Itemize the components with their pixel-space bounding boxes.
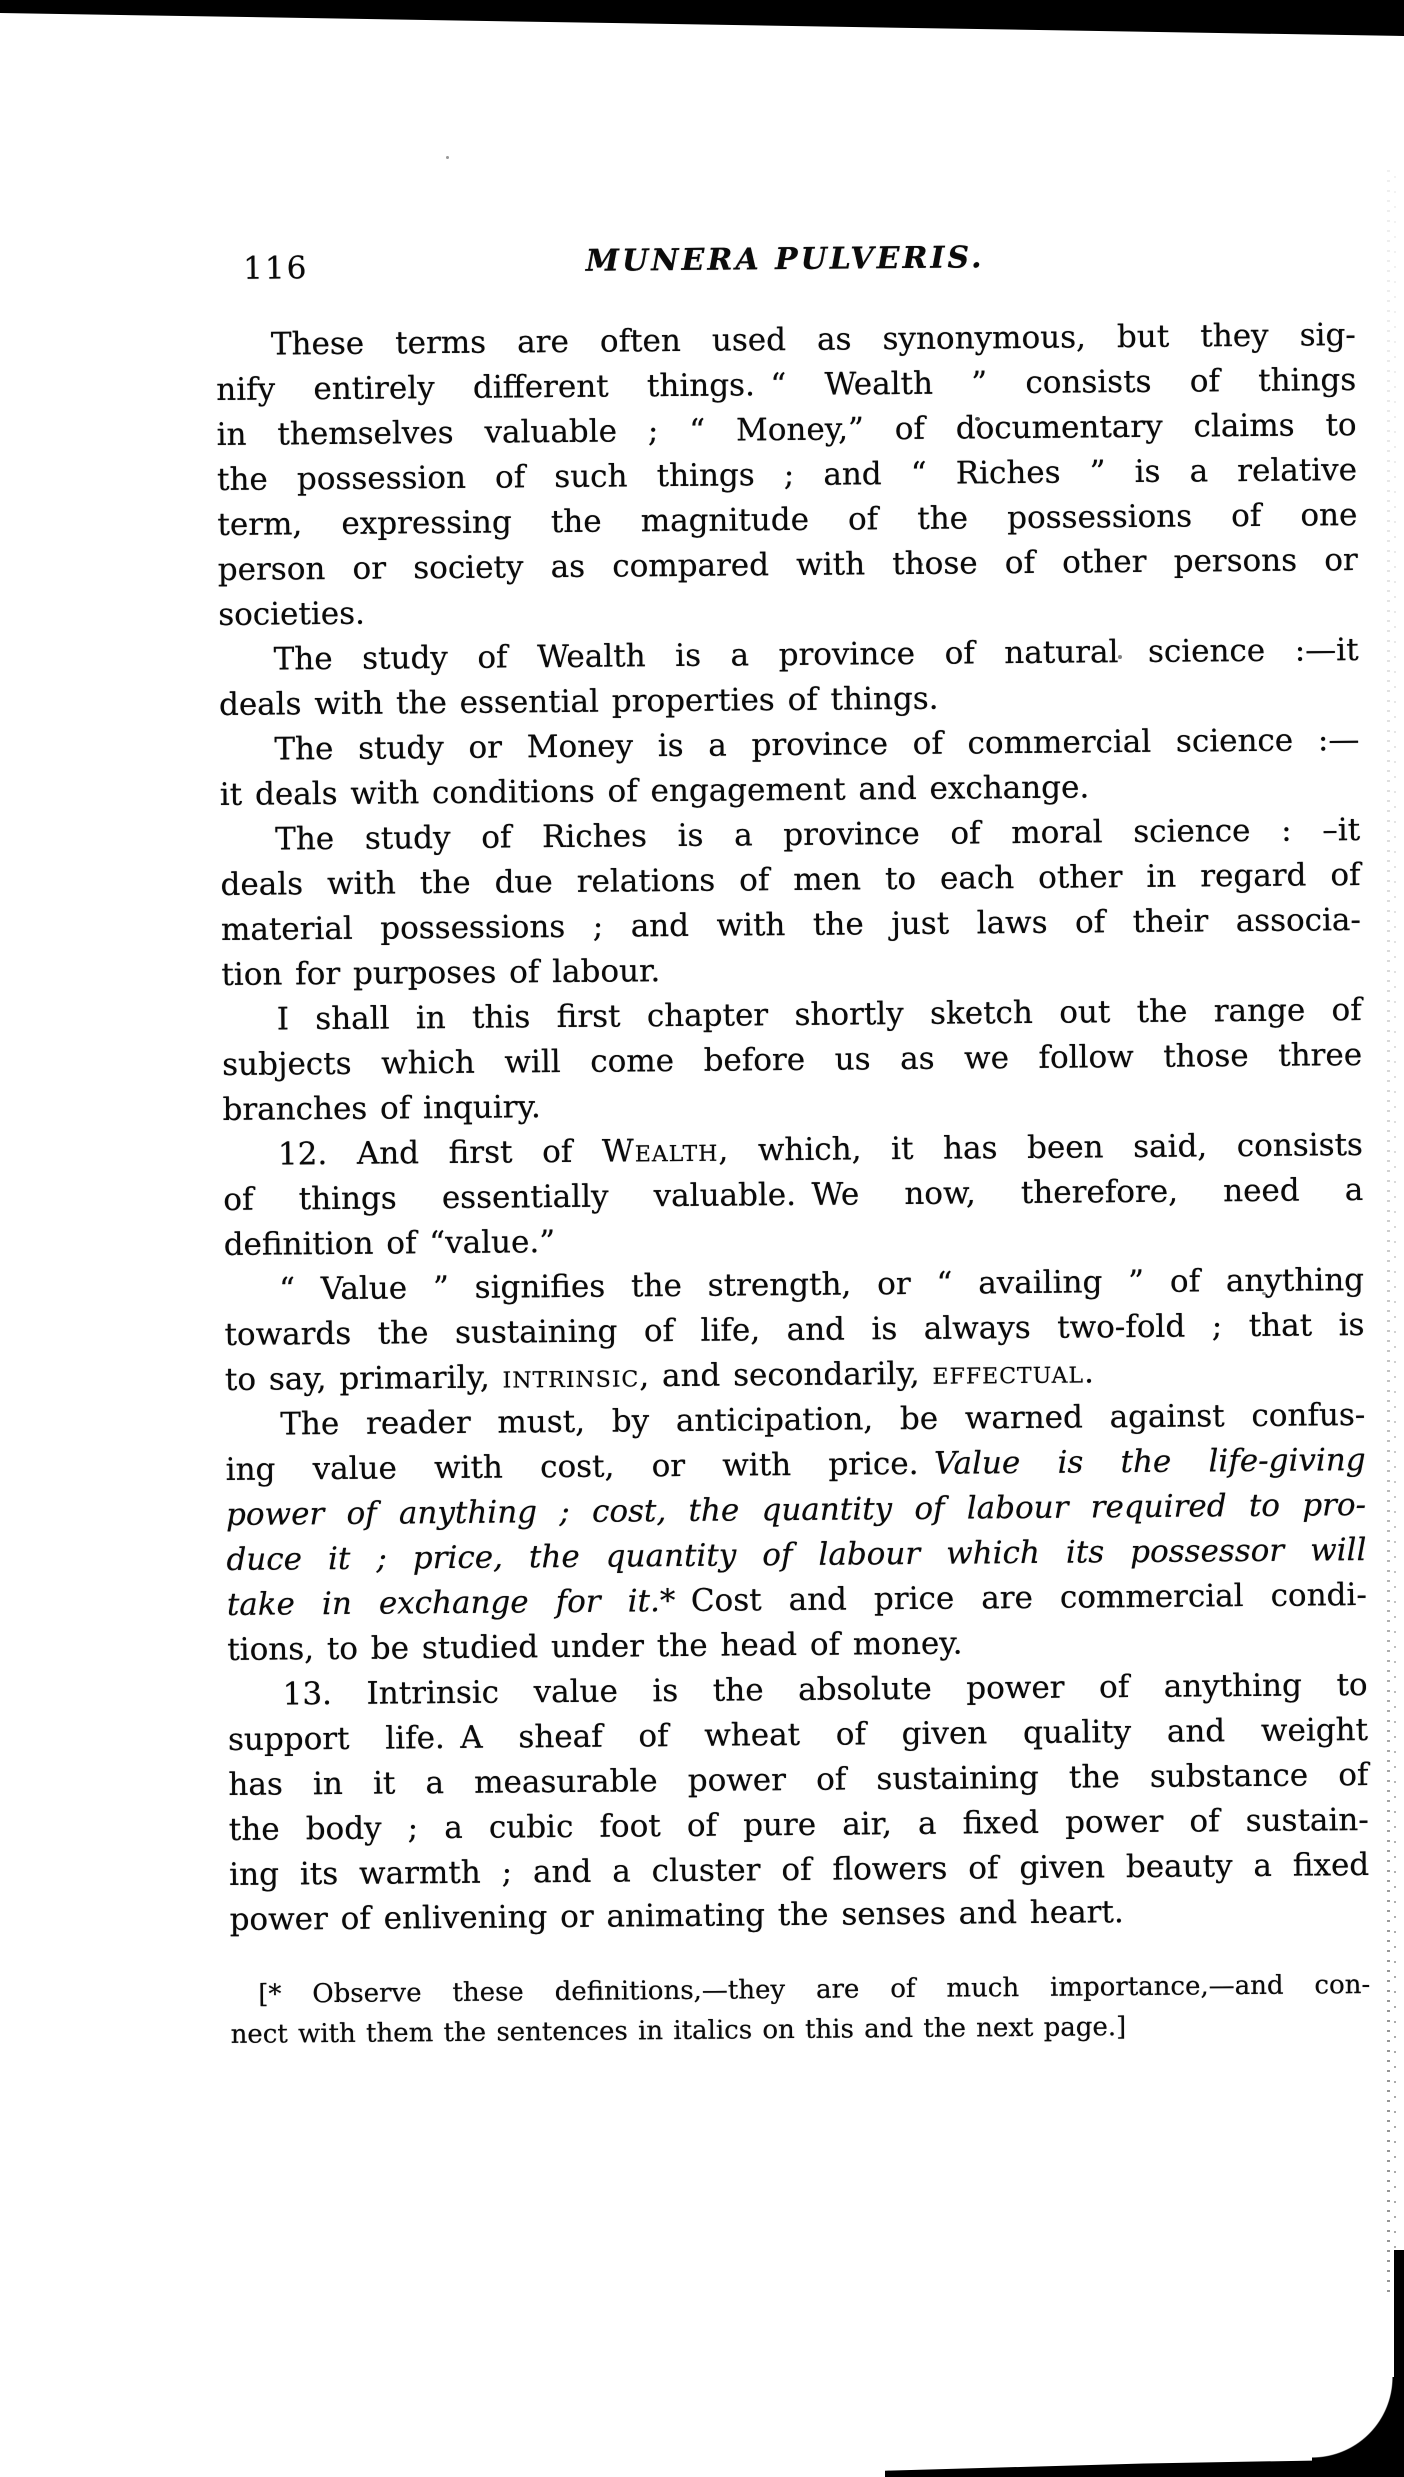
text-run: , and secondarily, <box>639 1355 933 1395</box>
text-run: The study or Money is a province of commercial science :— <box>274 722 1360 768</box>
text-run: “ Value ” signifies the strength, or “ availing ” of anything <box>278 1262 1365 1308</box>
text-run: nect with them the sentences in italics on this and the next page.] <box>230 2012 1127 2050</box>
scan-corner-blob <box>1312 2377 1396 2461</box>
paragraph <box>216 313 1359 638</box>
italic-text: Value is the life-giving <box>933 1442 1366 1482</box>
italic-text: duce it ; price, the quantity of labour which its possessor will <box>226 1532 1367 1578</box>
text-run: definition of “value.” <box>223 1224 556 1263</box>
text-run: The reader must, by anticipation, be warned against confus- <box>280 1397 1366 1443</box>
text-run: Cost and price are commercial condi- <box>675 1577 1367 1620</box>
text-run: , which, it has been said, consists <box>718 1127 1364 1169</box>
text-run: [* Observe these definitions,—they are of much importance,—and con- <box>258 1969 1371 2010</box>
text-run: deals with the due relations of men to each other in regard of <box>220 857 1361 903</box>
paragraph <box>225 1393 1367 1673</box>
text-run: term, expressing the magnitude of the possessions of one <box>217 497 1358 543</box>
text-run: societies. <box>218 595 366 633</box>
text-run: the body ; a cubic foot of pure air, a fixed power of sustain- <box>228 1801 1369 1848</box>
ink-speck <box>446 156 449 159</box>
text-run: deals with the essential properties of things. <box>218 680 939 723</box>
paragraph <box>219 718 1360 818</box>
page-number: 116 <box>243 250 309 287</box>
italic-text: power of anything ; cost, the quantity of labour required to pro- <box>225 1487 1367 1533</box>
text-run: ing value with cost, or with price. <box>225 1445 935 1488</box>
text-run: The study of Riches is a province of moral science : –it <box>275 812 1361 858</box>
text-run: These terms are often used as synonymous, but they sig- <box>270 317 1356 363</box>
text-run: material possessions ; and with the just laws of their associa- <box>220 902 1362 948</box>
text-run: it deals with conditions of engagement and exchange. <box>219 769 1090 813</box>
text-line <box>229 1888 1369 1943</box>
text-run: The study of Wealth is a province of natural science :—it <box>273 632 1359 678</box>
text-run: support life. A sheaf of wheat of given quality and weight <box>227 1711 1369 1758</box>
italic-text: take in exchange for it.* <box>226 1583 676 1623</box>
smallcaps-text: Wealth <box>601 1132 719 1170</box>
page-header <box>215 235 1355 297</box>
text-line <box>230 2005 1370 2055</box>
paragraph <box>227 1663 1369 1943</box>
text-run: tion for purposes of labour. <box>221 953 661 993</box>
scan-edge-top <box>0 0 1404 40</box>
text-run: 13. Intrinsic value is the absolute power of anything to <box>282 1666 1368 1713</box>
text-run: has in it a measurable power of sustaining the substance of <box>228 1756 1369 1803</box>
book-page <box>215 235 1371 2055</box>
smallcaps-text: effectual <box>932 1354 1085 1392</box>
text-run: tions, to be studied under the head of money. <box>227 1625 963 1668</box>
text-run: I shall in this first chapter shortly sketch out the range of <box>276 992 1362 1038</box>
scan-edge-bottom <box>885 2459 1404 2477</box>
text-run: the possession of such things ; and “ Riches ” is a relative <box>216 452 1358 498</box>
text-run: 12. And first of <box>277 1133 603 1173</box>
text-run: branches of inquiry. <box>222 1089 541 1128</box>
paragraph <box>218 628 1359 728</box>
smallcaps-text: intrinsic <box>502 1358 640 1396</box>
text-run: ing its warmth ; and a cluster of flowers of given beauty a fixed <box>229 1846 1370 1893</box>
paragraph <box>223 1123 1364 1268</box>
text-run: . <box>1083 1354 1095 1391</box>
text-run: of things essentially valuable. We now, therefore, need a <box>223 1172 1364 1218</box>
paragraph <box>220 808 1362 998</box>
footnote <box>230 1965 1371 2055</box>
text-run: in themselves valuable ; “ Money,” of documentary claims to <box>216 407 1357 453</box>
running-head: MUNERA PULVERIS. <box>585 240 985 279</box>
body-text <box>216 313 1370 1943</box>
text-run: towards the sustaining of life, and is always two-fold ; that is <box>224 1307 1365 1353</box>
text-run: person or society as compared with those of other persons or <box>217 542 1358 588</box>
paragraph <box>222 988 1363 1133</box>
text-run: to say, primarily, <box>224 1359 503 1398</box>
scan-edge-right-speckle <box>1384 170 1398 2300</box>
text-run: power of enlivening or animating the senses and heart. <box>229 1894 1124 1938</box>
text-run: subjects which will come before us as we follow those three <box>221 1037 1363 1083</box>
text-run: nify entirely different things. “ Wealth ” consists of things <box>216 362 1357 408</box>
paragraph <box>224 1258 1365 1403</box>
